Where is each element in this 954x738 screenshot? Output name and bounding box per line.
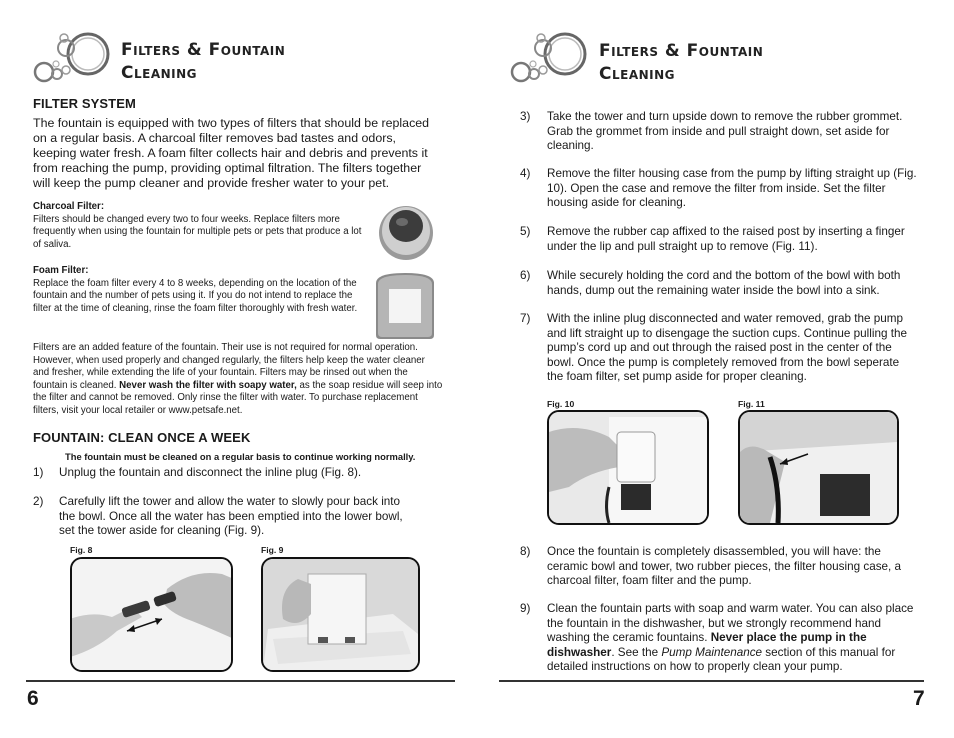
step-4 <box>520 167 920 212</box>
foam-filter-text: Replace the foam filter every 4 to 8 weeks, depending on the location of the fountain and the number of pets using it. If you do not intend to replace the filter at the time of cleaning, rinse the foam filter thoroughly with fresh water. <box>33 277 358 314</box>
added-feature-bold: Never wash the filter with soapy water, <box>119 379 297 391</box>
step-number: 2) <box>33 495 44 508</box>
fig8-illustration <box>72 559 231 670</box>
added-feature-a: Filters are an added feature of the fountain. Their use is not required for normal operation. However, when used properly and changed regularly, the filters help keep the water cleaner and fresher, while extending the life of your fountain. Filters may be rinsed out when the fountain is cleaned. <box>33 342 425 391</box>
step9-bold: Never place the pump in the dishwasher <box>547 631 867 659</box>
fig9-photo <box>261 557 420 672</box>
fig9-label: Fig. 9 <box>261 545 284 555</box>
fig10-label: Fig. 10 <box>547 399 575 409</box>
fountain-note: The fountain must be cleaned on a regular basis to continue working normally. <box>65 451 416 462</box>
foam-filter-section <box>33 265 363 315</box>
step-text: Carefully lift the tower and allow the water to slowly pour back into the bowl. Once all the water has been emptied into the lower bowl, set the tower aside for cleaning (Fig. 9). <box>59 495 403 537</box>
title-line-1: Filters & Fountain <box>599 41 764 61</box>
charcoal-filter-image <box>376 200 436 262</box>
fig10-illustration <box>549 412 707 523</box>
step-6 <box>520 269 920 299</box>
title-line-1: Filters & Fountain <box>121 40 286 60</box>
step-text: Unplug the fountain and disconnect the inline plug (Fig. 8). <box>59 466 362 479</box>
step9-part-a: Clean the fountain parts with soap and warm water. You can also place the fountain in the dishwasher, but we strongly recommend hand washing the ceramic fountains. <box>547 602 914 644</box>
title-line-2: Cleaning <box>121 63 198 83</box>
added-feature-text <box>33 342 443 418</box>
added-feature-b: as the soap residue will seep into the filter and cannot be removed. Only rinse the filter with water. To purchase replacement filters, visit your local retailer or www.petsafe.net. <box>33 379 443 416</box>
right-page <box>477 0 954 738</box>
fig9-illustration <box>263 559 418 670</box>
charcoal-filter-text: Filters should be changed every two to four weeks. Replace filters more frequently when using the fountain for multiple pets or pets that produce a lot of saliva. <box>33 213 362 250</box>
step-1 <box>33 466 413 486</box>
step9-part-c: section of this manual for detailed instructions on how to properly clean your pump. <box>547 645 896 673</box>
step-number: 6) <box>520 269 531 282</box>
page-number: 6 <box>27 687 39 710</box>
page-number: 7 <box>913 687 925 710</box>
fountain-heading: FOUNTAIN: CLEAN ONCE A WEEK <box>33 430 251 445</box>
right-bottom-rule <box>499 680 924 682</box>
step-7 <box>520 312 920 387</box>
fig11-illustration <box>740 412 897 523</box>
step-number: 8) <box>520 545 531 558</box>
step-number: 3) <box>520 110 531 123</box>
step-text <box>547 602 917 675</box>
step-number: 9) <box>520 602 531 615</box>
fig11-label: Fig. 11 <box>738 399 765 409</box>
charcoal-filter-section <box>33 201 363 251</box>
step9-italic: Pump Maintenance <box>661 645 763 659</box>
step-number: 5) <box>520 225 531 238</box>
step-text: While securely holding the cord and the bottom of the bowl with both hands, dump out the remaining water inside the bowl into a sink. <box>547 269 901 297</box>
step-text: Once the fountain is completely disassembled, you will have: the ceramic bowl and tower, two rubber pieces, the filter housing case, a charcoal filter, foam filter and the pump. <box>547 545 902 587</box>
bubbles-logo-icon <box>30 28 112 88</box>
fig11-photo <box>738 410 899 525</box>
left-bottom-rule <box>26 680 455 682</box>
fig10-photo <box>547 410 709 525</box>
step-text: Remove the rubber cap affixed to the raised post by inserting a finger under the lip and pull straight up to remove (Fig. 11). <box>547 225 905 253</box>
step-text: With the inline plug disconnected and water removed, grab the pump and lift straight up to disengage the suction cups. Continue pulling the pump’s cord up and out through the raised post in the center of the bowl. Once the pump is completely removed from the bowl seperate the foam filter, set pump aside for proper cleaning. <box>547 312 907 383</box>
fig8-label: Fig. 8 <box>70 545 93 555</box>
step-text: Take the tower and turn upside down to remove the rubber grommet. Grab the grommet from inside and pull straight down, set aside for cleaning. <box>547 110 903 152</box>
fig8-photo <box>70 557 233 672</box>
step-5 <box>520 225 920 255</box>
page-title <box>599 40 763 86</box>
step-8 <box>520 545 920 590</box>
page-title <box>121 39 285 85</box>
bubbles-logo-icon <box>507 28 589 88</box>
title-line-2: Cleaning <box>599 64 676 84</box>
step-3 <box>520 110 920 155</box>
step-9 <box>520 602 920 677</box>
foam-filter-heading: Foam Filter: <box>33 265 89 276</box>
charcoal-filter-heading: Charcoal Filter: <box>33 201 105 212</box>
filter-system-heading: FILTER SYSTEM <box>33 96 136 111</box>
step-number: 1) <box>33 466 44 479</box>
step-text: Remove the filter housing case from the pump by lifting straight up (Fig. 10). Open the case and remove the filter from inside. Set the filter housing aside for cleaning. <box>547 167 917 209</box>
step-2 <box>33 495 413 543</box>
step-number: 7) <box>520 312 531 325</box>
filter-system-text: The fountain is equipped with two types of filters that should be replaced on a regular basis. A charcoal filter removes bad tastes and odors, keeping water fresh. A foam filter collects hair and debris and prevents it from reaching the pump, providing optimal filtration. The filters together will keep the pump cleaner and provide fresher water to your pet. <box>33 116 430 190</box>
step9-part-b: . See the <box>611 645 662 659</box>
step-number: 4) <box>520 167 531 180</box>
foam-filter-image <box>372 271 438 341</box>
